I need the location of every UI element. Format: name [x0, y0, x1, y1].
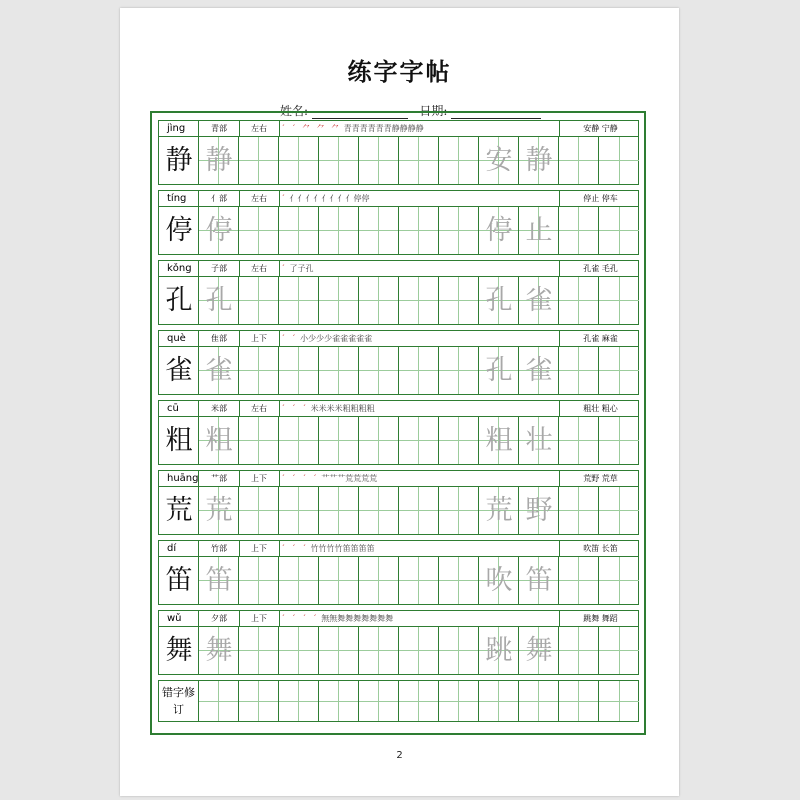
- writing-cell[interactable]: [279, 627, 319, 674]
- trace-character: 吹: [485, 565, 513, 596]
- row-header: [159, 331, 638, 347]
- writing-cell[interactable]: [279, 137, 319, 184]
- stroke-order-start: ˊ ˊ: [281, 334, 298, 343]
- writing-cell[interactable]: [439, 347, 479, 394]
- trace-character: 孔: [485, 355, 513, 386]
- writing-cell[interactable]: [399, 207, 439, 254]
- stroke-order-start: ˊ ˊ ˊ ˊ: [281, 614, 319, 623]
- writing-cell[interactable]: [439, 627, 479, 674]
- character-row: [158, 470, 639, 535]
- structure: 上下: [239, 331, 280, 346]
- trace-character: 跳: [485, 635, 513, 666]
- stroke-order: [281, 541, 557, 556]
- practice-cells: [159, 277, 638, 324]
- correction-row: [158, 680, 639, 722]
- writing-cell[interactable]: [199, 557, 239, 604]
- trace-character: 雀: [525, 355, 553, 386]
- character-row: [158, 260, 639, 325]
- writing-cell[interactable]: [399, 417, 439, 464]
- writing-cell[interactable]: [439, 137, 479, 184]
- row-header: [159, 191, 638, 207]
- writing-cell[interactable]: [359, 137, 399, 184]
- correction-cell[interactable]: [359, 681, 399, 721]
- writing-cell[interactable]: [359, 487, 399, 534]
- writing-cell[interactable]: [239, 487, 279, 534]
- writing-cell[interactable]: [199, 347, 239, 394]
- writing-cell[interactable]: [399, 277, 439, 324]
- writing-cell[interactable]: [519, 277, 559, 324]
- writing-cell[interactable]: [399, 137, 439, 184]
- writing-cell[interactable]: [519, 417, 559, 464]
- example-words: 安静 宁静: [559, 121, 641, 136]
- writing-cell[interactable]: [519, 627, 559, 674]
- writing-cell[interactable]: [479, 347, 519, 394]
- writing-cell[interactable]: [359, 207, 399, 254]
- writing-cell[interactable]: [479, 487, 519, 534]
- character-row: [158, 120, 639, 185]
- stroke-order-start: ˊ: [281, 264, 287, 273]
- writing-cell[interactable]: [319, 207, 359, 254]
- trace-character: 静: [205, 145, 233, 176]
- pinyin: tíng: [159, 191, 199, 206]
- pinyin: kǒng: [159, 261, 199, 276]
- model-character: 雀: [165, 355, 193, 386]
- stroke-order-start: ˊ ˊ ˊ: [281, 544, 309, 553]
- row-header: [159, 121, 638, 137]
- writing-cell[interactable]: [599, 627, 639, 674]
- writing-cell[interactable]: [399, 557, 439, 604]
- trace-character: 笛: [525, 565, 553, 596]
- structure: 左右: [239, 401, 280, 416]
- writing-cell[interactable]: [519, 137, 559, 184]
- stroke-order: [281, 611, 557, 626]
- stroke-order: [281, 261, 557, 276]
- writing-cell[interactable]: [479, 417, 519, 464]
- writing-cell[interactable]: [319, 137, 359, 184]
- stroke-order-start: ˊ: [281, 194, 287, 203]
- writing-cell[interactable]: [359, 417, 399, 464]
- correction-cell[interactable]: [399, 681, 439, 721]
- writing-cell[interactable]: [479, 207, 519, 254]
- writing-cell[interactable]: [239, 557, 279, 604]
- stroke-order: [281, 121, 557, 136]
- example-words: 停止 停车: [559, 191, 641, 206]
- correction-cell[interactable]: [479, 681, 519, 721]
- example-words: 孔雀 麻雀: [559, 331, 641, 346]
- example-words: 跳舞 舞蹈: [559, 611, 641, 626]
- trace-character: 雀: [525, 285, 553, 316]
- structure: 上下: [239, 471, 280, 486]
- writing-cell[interactable]: [519, 487, 559, 534]
- model-character: 静: [165, 145, 193, 176]
- writing-cell[interactable]: [559, 207, 599, 254]
- example-words: 吹笛 长笛: [559, 541, 641, 556]
- correction-cell[interactable]: [599, 681, 639, 721]
- writing-cell[interactable]: [159, 277, 199, 324]
- writing-cell[interactable]: [159, 627, 199, 674]
- writing-cell[interactable]: [559, 627, 599, 674]
- stroke-order-start: ˊ ˊ ˊ: [281, 404, 309, 413]
- writing-cell[interactable]: [239, 277, 279, 324]
- writing-cell[interactable]: [359, 277, 399, 324]
- stroke-order-sequence: 亻亻亻亻亻亻亻亻停停: [289, 194, 370, 203]
- trace-character: 舞: [205, 635, 233, 666]
- writing-cell[interactable]: [519, 347, 559, 394]
- trace-character: 静: [525, 145, 553, 176]
- writing-cell[interactable]: [159, 137, 199, 184]
- name-label: 姓名:: [280, 104, 309, 118]
- example-words: 孔雀 毛孔: [559, 261, 641, 276]
- trace-character: 停: [485, 215, 513, 246]
- radical: 夕部: [199, 611, 240, 626]
- character-row: [158, 540, 639, 605]
- practice-cells: [159, 487, 638, 534]
- stroke-order-sequence: 米米米米粗粗粗粗: [310, 404, 375, 413]
- writing-cell[interactable]: [159, 207, 199, 254]
- practice-cells: [159, 627, 638, 674]
- writing-cell[interactable]: [319, 557, 359, 604]
- correction-cell[interactable]: [319, 681, 359, 721]
- correction-cell[interactable]: [199, 681, 239, 721]
- stroke-order: [281, 331, 557, 346]
- stroke-order: [281, 191, 557, 206]
- writing-cell[interactable]: [479, 137, 519, 184]
- structure: 左右: [239, 261, 280, 276]
- date-label: 日期:: [419, 104, 448, 118]
- writing-cell[interactable]: [479, 557, 519, 604]
- trace-character: 野: [525, 495, 553, 526]
- character-row: [158, 400, 639, 465]
- radical: 竹部: [199, 541, 240, 556]
- stroke-order-start: ´ ˊ ⺈ ⺈ ⺈: [281, 124, 342, 133]
- character-row: [158, 330, 639, 395]
- structure: 上下: [239, 541, 280, 556]
- writing-cell[interactable]: [239, 627, 279, 674]
- writing-cell[interactable]: [279, 277, 319, 324]
- writing-cell[interactable]: [319, 487, 359, 534]
- writing-cell[interactable]: [239, 417, 279, 464]
- writing-cell[interactable]: [399, 347, 439, 394]
- pinyin: dí: [159, 541, 199, 556]
- row-header: [159, 261, 638, 277]
- writing-cell[interactable]: [279, 487, 319, 534]
- stroke-order-sequence: 艹艹艹荒荒荒荒: [321, 474, 378, 483]
- writing-cell[interactable]: [199, 627, 239, 674]
- example-words: 荒野 荒草: [559, 471, 641, 486]
- writing-cell[interactable]: [279, 207, 319, 254]
- writing-cell[interactable]: [319, 417, 359, 464]
- writing-cell[interactable]: [359, 627, 399, 674]
- pinyin: wǔ: [159, 611, 199, 626]
- radical: 亻部: [199, 191, 240, 206]
- writing-cell[interactable]: [559, 557, 599, 604]
- correction-cell[interactable]: [559, 681, 599, 721]
- radical: 米部: [199, 401, 240, 416]
- writing-cell[interactable]: [159, 347, 199, 394]
- stroke-order-sequence: 青青青青青青静静静静: [343, 124, 424, 133]
- practice-cells: [159, 137, 638, 184]
- writing-cell[interactable]: [199, 487, 239, 534]
- writing-cell[interactable]: [559, 417, 599, 464]
- writing-cell[interactable]: [359, 347, 399, 394]
- radical: 青部: [199, 121, 240, 136]
- pinyin: què: [159, 331, 199, 346]
- writing-cell[interactable]: [439, 487, 479, 534]
- pinyin: cū: [159, 401, 199, 416]
- trace-character: 雀: [205, 355, 233, 386]
- stroke-order-sequence: 無無舞舞舞舞舞舞舞: [321, 614, 394, 623]
- writing-cell[interactable]: [199, 137, 239, 184]
- model-character: 粗: [165, 425, 193, 456]
- practice-cells: [159, 347, 638, 394]
- practice-cells: [159, 417, 638, 464]
- correction-cell[interactable]: [239, 681, 279, 721]
- model-character: 停: [165, 215, 193, 246]
- stroke-order-sequence: 竹竹竹竹笛笛笛笛: [310, 544, 375, 553]
- stroke-order: [281, 401, 557, 416]
- writing-cell[interactable]: [559, 277, 599, 324]
- writing-cell[interactable]: [559, 487, 599, 534]
- trace-character: 孔: [205, 285, 233, 316]
- correction-cells: [159, 681, 638, 721]
- practice-cells: [159, 207, 638, 254]
- structure: 上下: [239, 611, 280, 626]
- writing-cell[interactable]: [279, 557, 319, 604]
- correction-cell[interactable]: [519, 681, 559, 721]
- stroke-order-sequence: 了子孔: [289, 264, 314, 273]
- writing-cell[interactable]: [599, 347, 639, 394]
- writing-cell[interactable]: [159, 417, 199, 464]
- structure: 左右: [239, 121, 280, 136]
- trace-character: 停: [205, 215, 233, 246]
- writing-cell[interactable]: [599, 277, 639, 324]
- writing-cell[interactable]: [159, 557, 199, 604]
- writing-cell[interactable]: [439, 207, 479, 254]
- radical: 艹部: [199, 471, 240, 486]
- writing-cell[interactable]: [359, 557, 399, 604]
- trace-character: 安: [485, 145, 513, 176]
- writing-cell[interactable]: [239, 207, 279, 254]
- writing-cell[interactable]: [199, 417, 239, 464]
- trace-character: 荒: [485, 495, 513, 526]
- writing-cell[interactable]: [519, 207, 559, 254]
- row-header: [159, 471, 638, 487]
- row-header: [159, 541, 638, 557]
- writing-cell[interactable]: [319, 347, 359, 394]
- writing-cell[interactable]: [439, 557, 479, 604]
- trace-character: 舞: [525, 635, 553, 666]
- pinyin: jìng: [159, 121, 199, 136]
- writing-cell[interactable]: [279, 417, 319, 464]
- writing-cell[interactable]: [559, 137, 599, 184]
- trace-character: 笛: [205, 565, 233, 596]
- writing-cell[interactable]: [239, 137, 279, 184]
- model-character: 笛: [165, 565, 193, 596]
- writing-cell[interactable]: [159, 487, 199, 534]
- model-character: 荒: [165, 495, 193, 526]
- radical: 隹部: [199, 331, 240, 346]
- page-number: 2: [396, 750, 403, 761]
- writing-cell[interactable]: [239, 347, 279, 394]
- radical: 子部: [199, 261, 240, 276]
- character-row: [158, 610, 639, 675]
- correction-cell[interactable]: [279, 681, 319, 721]
- writing-cell[interactable]: [599, 487, 639, 534]
- writing-cell[interactable]: [199, 277, 239, 324]
- writing-cell[interactable]: [479, 627, 519, 674]
- practice-cells: [159, 557, 638, 604]
- stroke-order: [281, 471, 557, 486]
- writing-cell[interactable]: [399, 487, 439, 534]
- writing-cell[interactable]: [599, 557, 639, 604]
- row-header: [159, 401, 638, 417]
- pinyin: huāng: [159, 471, 199, 486]
- writing-cell[interactable]: [279, 347, 319, 394]
- model-character: 舞: [165, 635, 193, 666]
- correction-cell[interactable]: [439, 681, 479, 721]
- page-title: 练字字帖: [347, 57, 452, 86]
- correction-label: 错字修订: [159, 681, 199, 721]
- character-row: [158, 190, 639, 255]
- writing-cell[interactable]: [519, 557, 559, 604]
- writing-cell[interactable]: [199, 207, 239, 254]
- trace-character: 孔: [485, 285, 513, 316]
- row-header: [159, 611, 638, 627]
- example-words: 粗壮 粗心: [559, 401, 641, 416]
- stroke-order-sequence: 小少少少雀雀雀雀雀: [300, 334, 373, 343]
- writing-cell[interactable]: [599, 207, 639, 254]
- trace-character: 止: [525, 215, 553, 246]
- structure: 左右: [239, 191, 280, 206]
- writing-cell[interactable]: [559, 347, 599, 394]
- trace-character: 荒: [205, 495, 233, 526]
- writing-cell[interactable]: [479, 277, 519, 324]
- writing-cell[interactable]: [599, 417, 639, 464]
- stroke-order-start: ˊ ˊ ˊ ˊ: [281, 474, 319, 483]
- writing-cell[interactable]: [439, 417, 479, 464]
- trace-character: 粗: [485, 425, 513, 456]
- writing-cell[interactable]: [599, 137, 639, 184]
- model-character: 孔: [165, 285, 193, 316]
- trace-character: 粗: [205, 425, 233, 456]
- writing-cell[interactable]: [319, 277, 359, 324]
- writing-cell[interactable]: [399, 627, 439, 674]
- writing-cell[interactable]: [319, 627, 359, 674]
- trace-character: 壮: [525, 425, 553, 456]
- writing-cell[interactable]: [439, 277, 479, 324]
